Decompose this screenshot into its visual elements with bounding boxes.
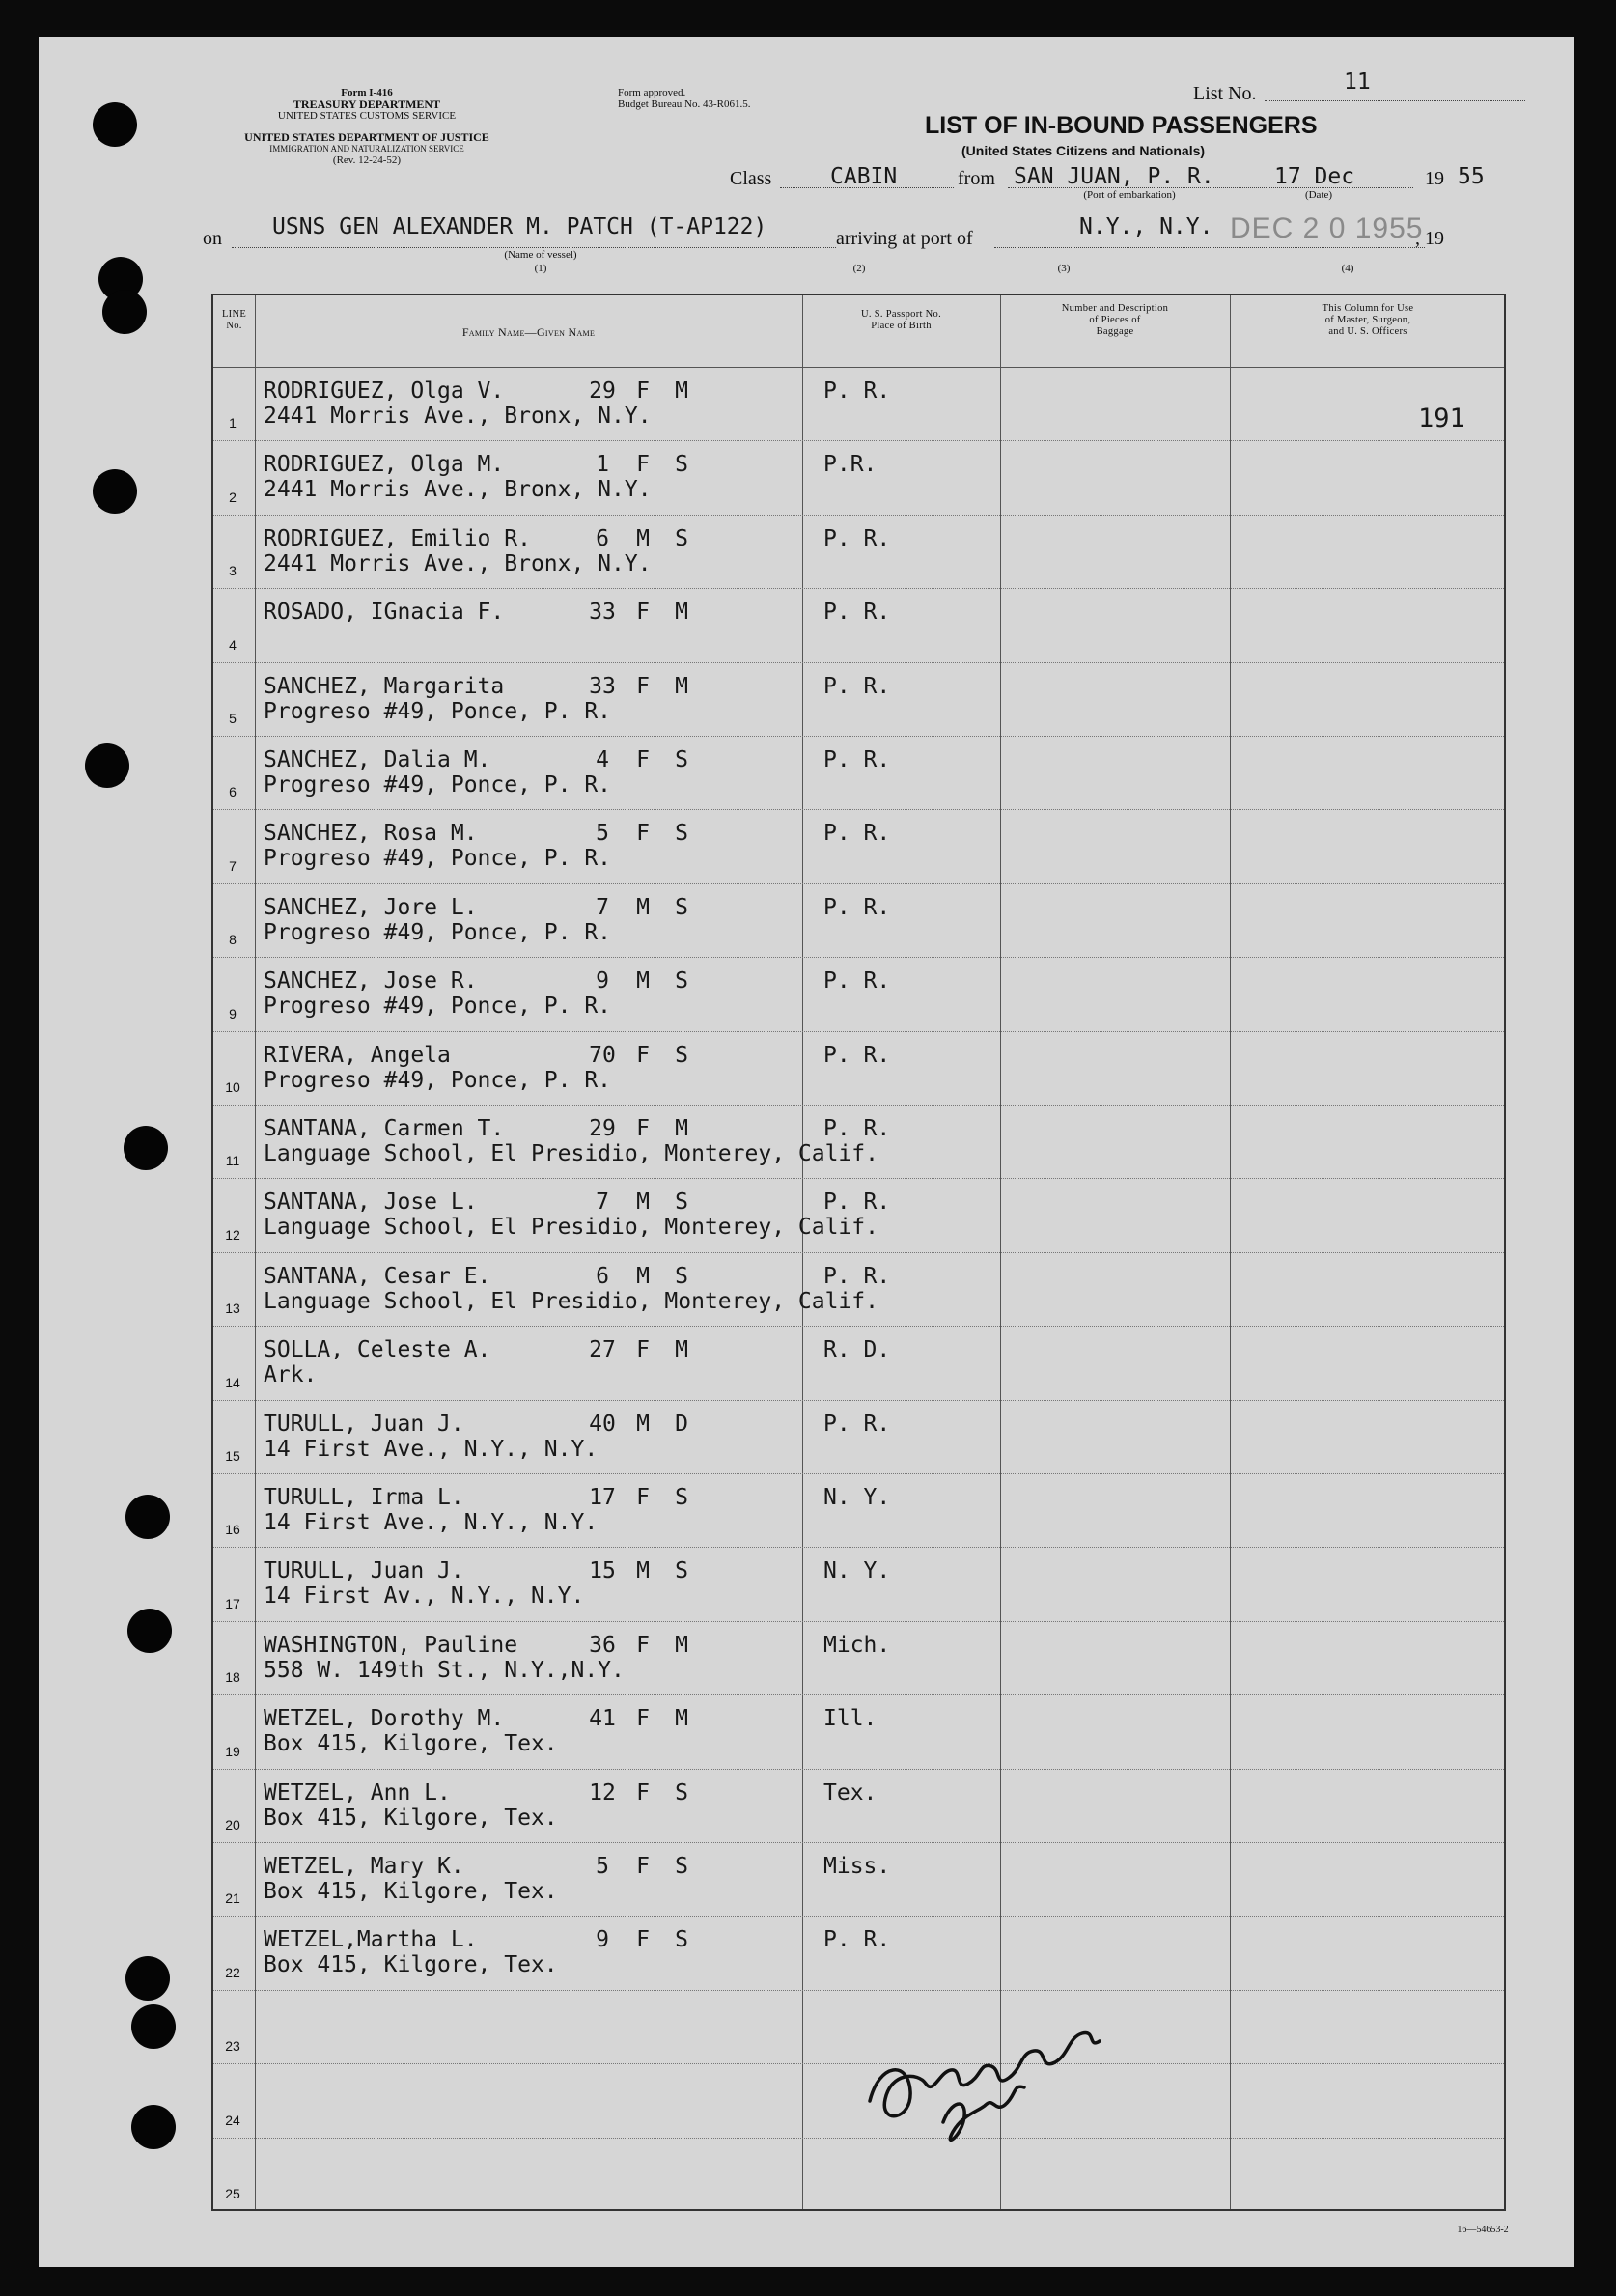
passenger-age: 29 [589,1116,616,1141]
passenger-age: 33 [589,673,616,699]
passenger-name: SANCHEZ, Dalia M. [264,747,491,772]
line-number: 14 [225,1374,240,1390]
passenger-address: 14 First Ave., N.Y., N.Y. [264,1436,599,1462]
passenger-age: 27 [589,1337,616,1363]
passenger-address: 2441 Morris Ave., Bronx, N.Y. [264,477,652,503]
passenger-age: 40 [589,1411,616,1437]
passenger-marital-status: S [675,1263,688,1289]
passenger-name: SANTANA, Jose L. [264,1190,478,1216]
table-row [213,1252,1504,1326]
line-number: 5 [229,710,237,726]
passenger-marital-status: M [675,673,688,699]
passenger-sex: F [636,1632,650,1658]
header-line-no: LINE No. [221,309,247,331]
date-stamp: DEC 2 0 1955 [1230,212,1424,244]
place-of-birth: N. Y. [823,1558,891,1584]
passenger-name: SANCHEZ, Rosa M. [264,821,478,847]
passenger-marital-status: M [675,1632,688,1658]
passenger-sex: M [636,1411,650,1437]
passenger-name: SANTANA, Cesar E. [264,1263,491,1289]
place-of-birth: P. R. [823,894,891,920]
passenger-marital-status: S [675,1927,688,1953]
officer-note: 191 [1418,404,1465,434]
inspector-signature [850,1956,1140,2159]
place-of-birth: P. R. [823,747,891,772]
list-no-label: List No. [1193,83,1257,104]
passenger-sex: F [636,673,650,699]
passenger-address: Language School, El Presidio, Monterey, Calif. [264,1141,878,1166]
page-subtitle: (United States Citizens and Nationals) [961,143,1206,158]
passenger-marital-status: S [675,452,688,478]
punch-hole [102,290,147,334]
passenger-marital-status: M [675,1706,688,1732]
passenger-address: Box 415, Kilgore, Tex. [264,1952,558,1978]
vessel-name: USNS GEN ALEXANDER M. PATCH (T-AP122) [272,214,767,239]
table-row [213,1473,1504,1547]
place-of-birth: P. R. [823,1190,891,1216]
header-name: Family Name—Given Name [461,325,596,339]
col-4-number: (4) [1341,263,1354,274]
line-number: 24 [225,2112,240,2128]
embarkation-caption: (Port of embarkation) [1083,189,1176,201]
passenger-age: 7 [596,894,609,920]
place-of-birth: Mich. [823,1632,891,1658]
passenger-age: 17 [589,1485,616,1510]
header-officers: This Column for Use of Master, Surgeon, and U. S. Officers [1322,303,1414,337]
line-number: 23 [225,2038,240,2055]
passenger-address: Language School, El Presidio, Monterey, Calif. [264,1288,878,1314]
passenger-age: 70 [589,1042,616,1068]
passenger-sex: M [636,1558,650,1584]
passenger-address: Progreso #49, Ponce, P. R. [264,772,612,798]
passenger-sex: F [636,1337,650,1363]
passenger-age: 6 [596,525,609,551]
passenger-age: 12 [589,1779,616,1806]
passenger-sex: F [636,1779,650,1806]
place-of-birth: N. Y. [823,1485,891,1510]
dept-justice: UNITED STATES DEPARTMENT OF JUSTICE [244,130,489,144]
passenger-name: WETZEL, Ann L. [264,1779,451,1806]
table-row [213,440,1504,514]
place-of-birth: Ill. [823,1706,878,1732]
line-number: 19 [225,1743,240,1759]
place-of-birth: P. R. [823,1263,891,1289]
line-number: 21 [225,1890,240,1907]
page-title: LIST OF IN-BOUND PASSENGERS [925,112,1318,139]
passenger-name: RODRIGUEZ, Olga V. [264,378,505,404]
passenger-sex: F [636,1854,650,1879]
table-row [213,1621,1504,1694]
passenger-marital-status: S [675,1042,688,1068]
place-of-birth: P. R. [823,525,891,551]
passenger-sex: F [636,1706,650,1732]
table-row [213,1842,1504,1916]
punch-hole [93,469,137,514]
line-number: 3 [229,563,237,579]
table-row [213,1105,1504,1178]
table-row [213,1547,1504,1620]
passenger-sex: F [636,1485,650,1510]
table-row [213,1178,1504,1251]
embarkation-port: SAN JUAN, P. R. [1014,164,1214,189]
passenger-sex: F [636,600,650,626]
passenger-address: Box 415, Kilgore, Tex. [264,1731,558,1757]
passenger-sex: F [636,378,650,404]
line-number: 10 [225,1078,240,1095]
line-number: 12 [225,1226,240,1243]
place-of-birth: P. R. [823,1116,891,1141]
table-row [213,367,1504,440]
passenger-age: 7 [596,1190,609,1216]
vessel-caption: (Name of vessel) [504,249,577,261]
passenger-address: Progreso #49, Ponce, P. R. [264,846,612,872]
passenger-name: TURULL, Irma L. [264,1485,464,1510]
dept-customs: UNITED STATES CUSTOMS SERVICE [277,110,457,122]
line-number: 11 [225,1153,240,1169]
passenger-marital-status: D [675,1411,688,1437]
line-number: 1 [229,415,237,432]
passenger-address: Progreso #49, Ponce, P. R. [264,698,612,724]
table-row [213,515,1504,588]
place-of-birth: R. D. [823,1337,891,1363]
passenger-marital-status: M [675,378,688,404]
passenger-marital-status: S [675,894,688,920]
line-number: 6 [229,784,237,800]
punch-hole [131,2105,176,2149]
passenger-sex: F [636,1927,650,1953]
passenger-age: 29 [589,378,616,404]
passenger-age: 4 [596,747,609,772]
line-number: 22 [225,1964,240,1980]
passenger-age: 36 [589,1632,616,1658]
punch-hole [93,102,137,147]
passenger-marital-status: M [675,1337,688,1363]
place-of-birth: Miss. [823,1854,891,1879]
passenger-sex: F [636,452,650,478]
punch-hole [127,1609,172,1653]
class-value: CABIN [830,164,898,189]
year-prefix: 19 [1425,168,1444,189]
passenger-address: Progreso #49, Ponce, P. R. [264,994,612,1020]
passenger-sex: M [636,525,650,551]
passenger-marital-status: S [675,747,688,772]
passenger-marital-status: S [675,968,688,994]
passenger-name: WASHINGTON, Pauline [264,1632,518,1658]
place-of-birth: P. R. [823,968,891,994]
table-row [213,662,1504,736]
passenger-age: 33 [589,600,616,626]
line-number: 4 [229,636,237,653]
punch-hole [125,1956,170,2001]
punch-hole [125,1495,170,1539]
on-label: on [203,228,222,249]
passenger-address: Progreso #49, Ponce, P. R. [264,919,612,945]
passenger-name: TURULL, Juan J. [264,1411,464,1437]
passenger-name: TURULL, Juan J. [264,1558,464,1584]
passenger-sex: M [636,968,650,994]
passenger-age: 9 [596,968,609,994]
passenger-sex: M [636,894,650,920]
manifest-sheet [39,37,1574,2267]
passenger-name: WETZEL, Mary K. [264,1854,464,1879]
arrival-port: N.Y., N.Y. [1079,214,1213,239]
passenger-sex: F [636,821,650,847]
line-number: 16 [225,1522,240,1538]
form-number: Form I-416 [341,87,393,98]
year2-prefix: , 19 [1415,228,1444,249]
passenger-address: 14 First Ave., N.Y., N.Y. [264,1510,599,1535]
punch-hole [131,2004,176,2049]
passenger-name: WETZEL,Martha L. [264,1927,478,1953]
table-row [213,809,1504,882]
passenger-marital-status: S [675,525,688,551]
passenger-marital-status: S [675,1854,688,1879]
passenger-name: RIVERA, Angela [264,1042,451,1068]
table-row [213,1326,1504,1399]
from-label: from [958,168,995,189]
list-no-value: 11 [1344,70,1371,95]
table-row [213,1031,1504,1105]
passenger-name: SANCHEZ, Jose R. [264,968,478,994]
passenger-address: Progreso #49, Ponce, P. R. [264,1067,612,1093]
passenger-name: SANCHEZ, Margarita [264,673,505,699]
passenger-sex: F [636,747,650,772]
passenger-marital-status: S [675,821,688,847]
table-row [213,1400,1504,1473]
place-of-birth: P. R. [823,673,891,699]
place-of-birth: P. R. [823,600,891,626]
passenger-age: 5 [596,1854,609,1879]
year-value: 55 [1458,164,1485,189]
col-1-number: (1) [534,263,547,274]
place-of-birth: P.R. [823,452,878,478]
date-caption: (Date) [1304,189,1333,201]
line-number: 15 [225,1447,240,1464]
dept-ins: IMMIGRATION AND NATURALIZATION SERVICE [269,144,464,154]
passenger-age: 6 [596,1263,609,1289]
passenger-age: 15 [589,1558,616,1584]
header-baggage: Number and Description of Pieces of Baggage [1061,303,1169,337]
place-of-birth: P. R. [823,821,891,847]
passenger-address: Language School, El Presidio, Monterey, Calif. [264,1215,878,1241]
passenger-age: 1 [596,452,609,478]
passenger-name: SANCHEZ, Jore L. [264,894,478,920]
line-number: 13 [225,1301,240,1317]
passenger-marital-status: S [675,1190,688,1216]
line-number: 18 [225,1669,240,1686]
passenger-age: 5 [596,821,609,847]
passenger-marital-status: S [675,1779,688,1806]
place-of-birth: Tex. [823,1779,878,1806]
passenger-age: 41 [589,1706,616,1732]
place-of-birth: P. R. [823,378,891,404]
passenger-table [211,294,1506,2211]
passenger-address: Box 415, Kilgore, Tex. [264,1879,558,1904]
passenger-marital-status: M [675,1116,688,1141]
passenger-name: WETZEL, Dorothy M. [264,1706,505,1732]
place-of-birth: P. R. [823,1042,891,1068]
passenger-sex: M [636,1263,650,1289]
passenger-sex: F [636,1116,650,1141]
passenger-marital-status: S [675,1485,688,1510]
line-number: 25 [225,2185,240,2201]
line-number: 17 [225,1595,240,1611]
place-of-birth: P. R. [823,1411,891,1437]
passenger-sex: M [636,1190,650,1216]
passenger-sex: F [636,1042,650,1068]
place-of-birth: P. R. [823,1927,891,1953]
punch-hole [85,743,129,788]
passenger-address: Box 415, Kilgore, Tex. [264,1805,558,1831]
passenger-address: 2441 Morris Ave., Bronx, N.Y. [264,404,652,429]
dept-treasury: TREASURY DEPARTMENT [293,98,441,111]
line-number: 9 [229,1005,237,1022]
line-number: 8 [229,932,237,948]
form-approved: Form approved. [618,87,686,98]
col-2-number: (2) [852,263,866,274]
passenger-marital-status: S [675,1558,688,1584]
passenger-address: Ark. [264,1362,318,1388]
passenger-age: 9 [596,1927,609,1953]
revision-date: (Rev. 12-24-52) [332,154,402,166]
line-number: 2 [229,489,237,505]
passenger-name: SANTANA, Carmen T. [264,1116,505,1141]
header-passport: U. S. Passport No. Place of Birth [861,309,941,331]
passenger-name: RODRIGUEZ, Olga M. [264,452,505,478]
table-row [213,957,1504,1030]
punch-hole [124,1126,168,1170]
footer-code: 16—54653-2 [1457,2225,1509,2235]
table-row [213,736,1504,809]
arriving-label: arriving at port of [836,228,973,249]
embarkation-date: 17 Dec [1274,164,1355,189]
passenger-name: RODRIGUEZ, Emilio R. [264,525,531,551]
passenger-address: 558 W. 149th St., N.Y.,N.Y. [264,1657,625,1683]
passenger-name: SOLLA, Celeste A. [264,1337,491,1363]
passenger-name: ROSADO, IGnacia F. [264,600,505,626]
table-row [213,883,1504,957]
class-label: Class [730,168,772,189]
table-row [213,588,1504,661]
passenger-address: 14 First Av., N.Y., N.Y. [264,1583,585,1610]
col-3-number: (3) [1057,263,1071,274]
line-number: 20 [225,1816,240,1833]
budget-bureau: Budget Bureau No. 43-R061.5. [618,98,751,110]
table-row [213,1694,1504,1768]
line-number: 7 [229,857,237,874]
passenger-marital-status: M [675,600,688,626]
table-row [213,1769,1504,1842]
passenger-address: 2441 Morris Ave., Bronx, N.Y. [264,550,652,576]
